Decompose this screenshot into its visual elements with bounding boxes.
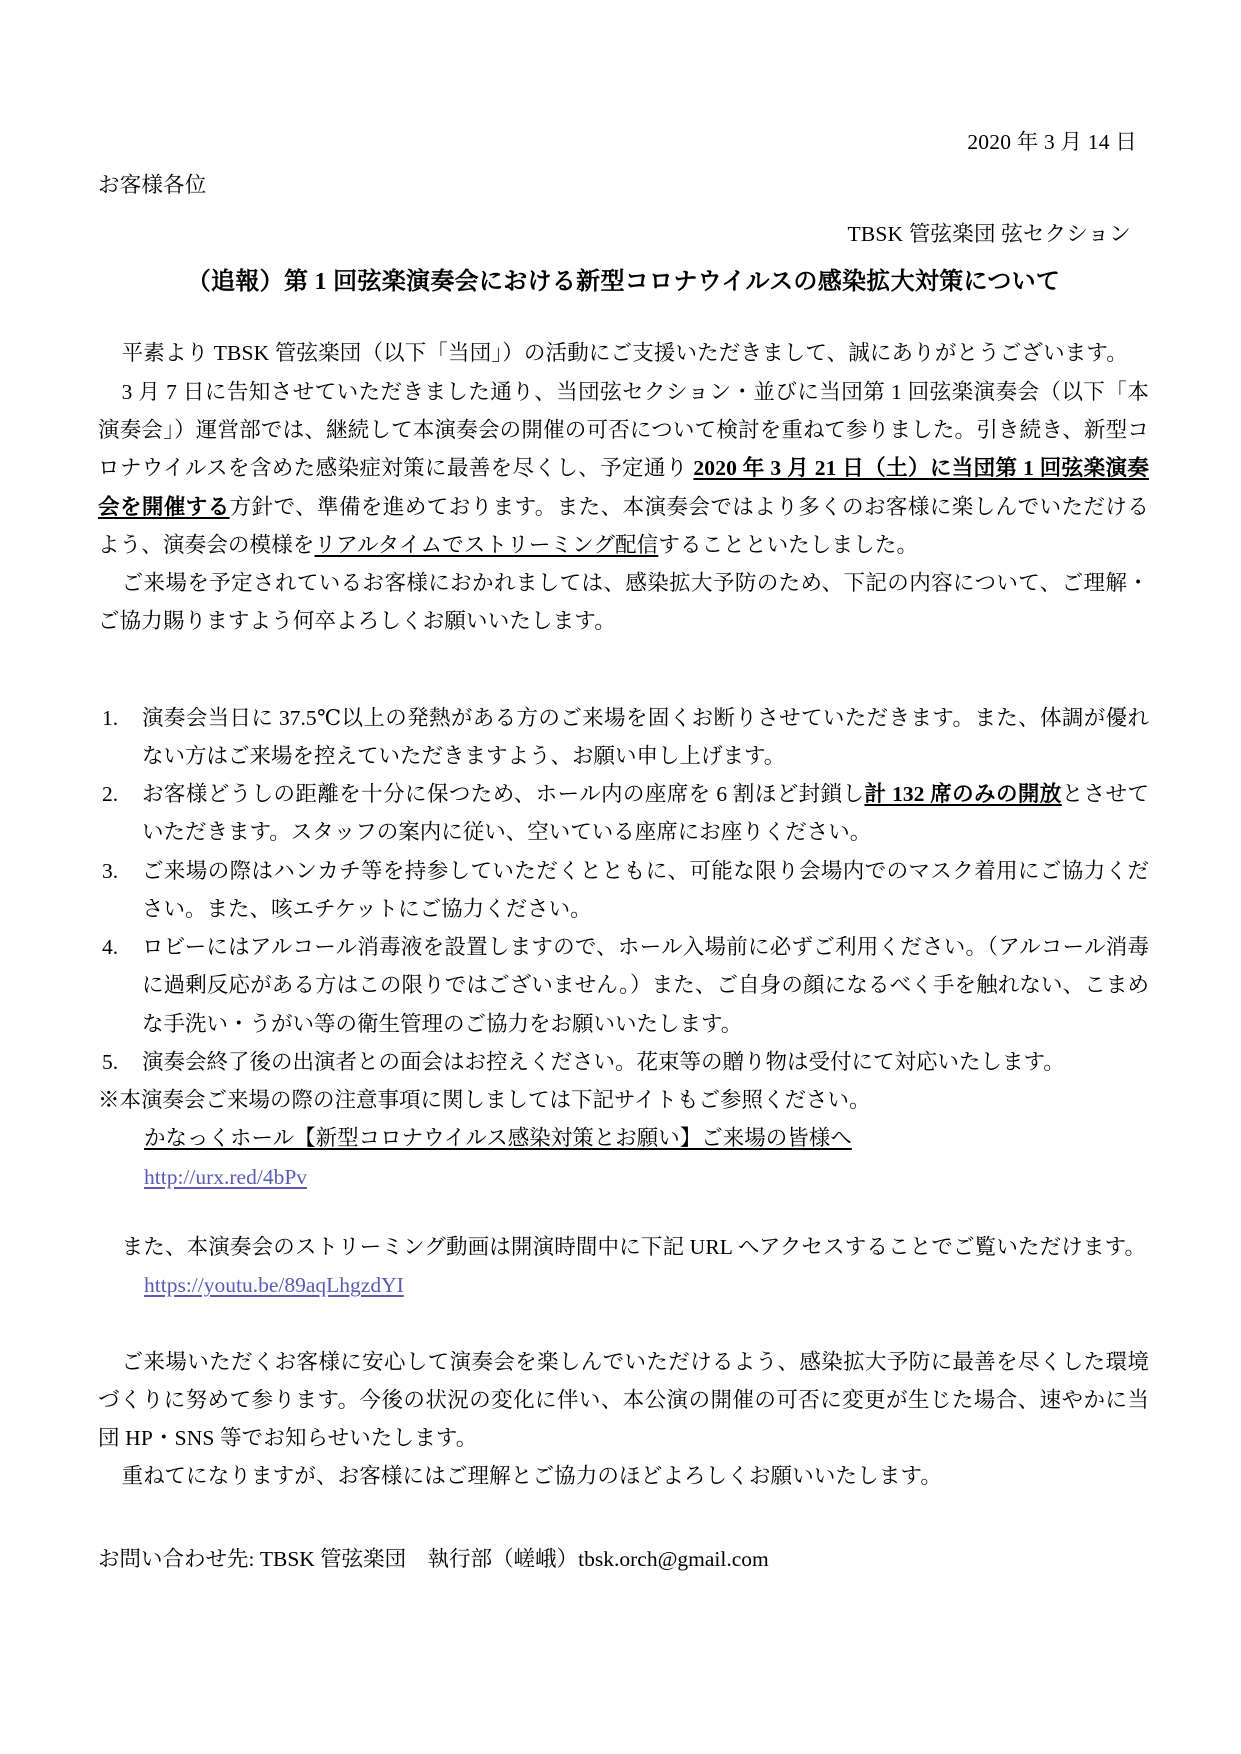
list-item — [98, 699, 1149, 776]
list-item — [98, 1043, 1149, 1081]
closing-paragraph-1: ご来場いただくお客様に安心して演奏会を楽しんでいただけるよう、感染拡大予防に最善を尽くした環境づくりに努めて参ります。今後の状況の変化に伴い、本公演の開催の可否に変更が生じた場合、速やかに当団 HP・SNS 等でお知らせいたします。 — [98, 1349, 1149, 1451]
spacer — [98, 641, 1149, 673]
intro-p2-text-a: 3 月 7 日に告知させていただきました通り、当団弦セクション・並びに当団第 1 回弦楽演奏会（以下「本演奏会」）運営部では、継続して本演奏会の開催の可否について検討を重ねて参りました。引き続き、新型コロナウイルスを含めた感染症対策に最善を尽くし、予定通り — [98, 379, 1149, 481]
intro-paragraph-3: ご来場を予定されているお客様におかれましては、感染拡大予防のため、下記の内容について、ご理解・ご協力賜りますよう何卒よろしくお願いいたします。 — [98, 571, 1149, 634]
spacer — [98, 1305, 1149, 1337]
list-item-text-b: とさせていただきます。スタッフの案内に従い、空いている座席にお座りください。 — [142, 782, 1149, 845]
list-item-text — [142, 775, 1149, 852]
closing-paragraph-2: 重ねてになりますが、お客様にはご理解とご協力のほどよろしくお願いいたします。 — [121, 1464, 943, 1489]
hall-guidance-url-line — [98, 1158, 1149, 1196]
streaming-url[interactable]: https://youtu.be/89aqLhgzdYI — [144, 1273, 404, 1298]
list-item-text-a: ご来場の際はハンカチ等を持参していただくとともに、可能な限り会場内でのマスク着用にご協力ください。また、咳エチケットにご協力ください。 — [142, 858, 1149, 921]
hall-guidance-url[interactable]: http://urx.red/4bPv — [144, 1164, 308, 1189]
list-item-number: 1. — [102, 705, 119, 730]
document-sender: TBSK 管弦楽団 弦セクション — [847, 222, 1131, 247]
intro-p2-emphasis-date: 2020 年 3 月 21 日（土）に当団第 1 回弦楽演奏会を開催する — [98, 456, 1149, 519]
streaming-paragraph: また、本演奏会のストリーミング動画は開演時間中に下記 URL へアクセスすることでご覧いただけます。 — [121, 1235, 1147, 1260]
intro-section — [98, 334, 1149, 640]
list-item-text-a: 演奏会終了後の出演者との面会はお控えください。花束等の贈り物は受付にて対応いたします。 — [142, 1049, 1065, 1074]
page-title: （追報）第 1 回弦楽演奏会における新型コロナウイルスの感染拡大対策について — [186, 269, 1061, 296]
intro-p2-emphasis-streaming: リアルタイムでストリーミング配信 — [314, 532, 659, 557]
list-item-number: 4. — [102, 935, 119, 960]
list-item-text — [142, 852, 1149, 929]
intro-paragraph-2 — [98, 373, 1149, 564]
streaming-url-line — [98, 1266, 1149, 1304]
list-item-number: 3. — [102, 858, 119, 883]
list-item-text-a: お客様どうしの距離を十分に保つため、ホール内の座席を 6 割ほど封鎖し — [142, 782, 865, 807]
list-item — [98, 928, 1149, 1043]
spacer — [98, 1196, 1149, 1228]
contact-line: お問い合わせ先: TBSK 管弦楽団 執行部（嵯峨）tbsk.orch@gmail.com — [98, 1546, 769, 1571]
closing-section — [98, 1343, 1149, 1496]
list-item — [98, 852, 1149, 929]
intro-p2-text-c: することといたしました。 — [658, 532, 919, 557]
document-date: 2020 年 3 月 14 日 — [967, 130, 1137, 154]
intro-paragraph-1: 平素より TBSK 管弦楽団（以下「当団」）の活動にご支援いただきまして、誠にありがとうございます。 — [121, 341, 1128, 366]
list-item-text — [142, 699, 1149, 776]
document-addressee: お客様各位 — [98, 173, 207, 198]
list-item-emphasis: 計 132 席のみの開放 — [864, 782, 1062, 807]
measures-list — [98, 699, 1149, 1082]
list-item-number: 5. — [102, 1049, 119, 1074]
list-item-text-a: 演奏会当日に 37.5℃以上の発熱がある方のご来場を固くお断りさせていただきます。また、体調が優れない方はご来場を控えていただきますよう、お願い申し上げます。 — [142, 705, 1149, 768]
list-item — [98, 775, 1149, 852]
hall-guidance-link-line — [98, 1119, 1149, 1157]
list-item-number: 2. — [102, 782, 119, 807]
list-item-text-a: ロビーにはアルコール消毒液を設置しますので、ホール入場前に必ずご利用ください。（アルコール消毒に過剰反応がある方はこの限りではございません。）また、ご自身の顔になるべく手を触れない、こまめな手洗い・うがい等の衛生管理のご協力をお願いいたします。 — [142, 935, 1149, 1036]
list-item-text — [142, 1043, 1149, 1081]
list-item-text — [142, 928, 1149, 1043]
hall-guidance-link-text[interactable]: かなっくホール【新型コロナウイルス感染対策とお願い】ご来場の皆様へ — [144, 1126, 852, 1151]
intro-p2-text-b: 方針で、準備を進めております。また、本演奏会ではより多くのお客様に楽しんでいただけるよう、演奏会の模様を — [98, 494, 1149, 557]
note-reference-line: ※本演奏会ご来場の際の注意事項に関しましては下記サイトもご参照ください。 — [98, 1088, 871, 1113]
